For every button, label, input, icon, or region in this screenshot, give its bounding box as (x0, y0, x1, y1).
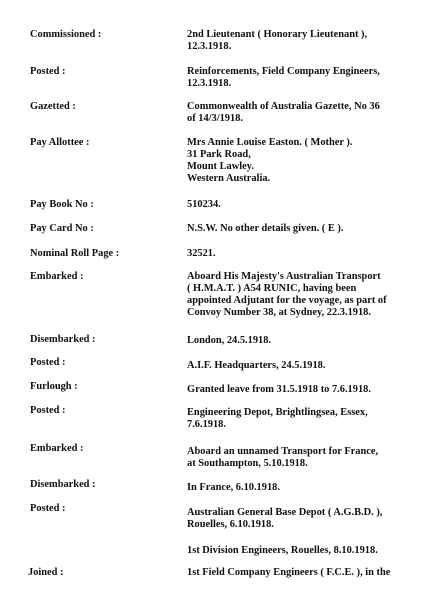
row-label: Embarked : (30, 271, 84, 282)
row-label: Posted : (30, 66, 66, 77)
value-line: 12.3.1918. (187, 78, 232, 89)
row-value (187, 335, 423, 347)
value-line: Australian General Base Depot ( A.G.B.D. ), (187, 507, 383, 518)
value-line: 12.3.1918. (187, 41, 232, 52)
value-line: Aboard His Majesty's Australian Transport (187, 271, 381, 282)
value-line: of 14/3/1918. (187, 113, 243, 124)
value-line: at Southampton, 5.10.1918. (187, 458, 308, 469)
row-value (187, 507, 423, 531)
value-line: ( H.M.A.T. ) A54 RUNIC, having been (187, 283, 357, 294)
value-line: London, 24.5.1918. (187, 335, 272, 346)
value-line: Mount Lawley. (187, 161, 254, 172)
row-label: Posted : (30, 503, 66, 514)
row-value (187, 360, 423, 372)
row-value (187, 384, 423, 396)
value-line: 31 Park Road, (187, 149, 251, 160)
value-line: 7.6.1918. (187, 419, 226, 430)
value-line: N.S.W. No other details given. ( E ). (187, 223, 344, 234)
row-label: Disembarked : (30, 334, 96, 345)
row-label: Pay Card No : (30, 223, 94, 234)
row-value (187, 66, 423, 90)
row-value (187, 271, 423, 319)
row-value (187, 407, 423, 431)
row-label: Joined : (28, 567, 64, 578)
row-label: Pay Book No : (30, 199, 94, 210)
row-value (187, 29, 423, 53)
row-label: Gazetted : (30, 101, 76, 112)
row-value (187, 199, 423, 211)
row-label: Posted : (30, 357, 66, 368)
row-label: Posted : (30, 405, 66, 416)
value-line: Mrs Annie Louise Easton. ( Mother ). (187, 137, 353, 148)
value-line: In France, 6.10.1918. (187, 482, 280, 493)
row-label: Pay Allottee : (30, 137, 90, 148)
row-value (187, 248, 423, 260)
value-line: 1st Field Company Engineers ( F.C.E. ), in the (187, 567, 391, 578)
row-value (187, 482, 423, 494)
row-label: Furlough : (30, 381, 78, 392)
row-label: Embarked : (30, 443, 84, 454)
row-label: Commissioned : (30, 29, 102, 40)
value-line: Engineering Depot, Brightlingsea, Essex, (187, 407, 368, 418)
row-label: Nominal Roll Page : (30, 248, 120, 259)
value-line: 2nd Lieutenant ( Honorary Lieutenant ), (187, 29, 368, 40)
value-line: Reinforcements, Field Company Engineers, (187, 66, 380, 77)
value-line: Commonwealth of Australia Gazette, No 36 (187, 101, 380, 112)
value-line: Granted leave from 31.5.1918 to 7.6.1918. (187, 384, 371, 395)
value-line: Convoy Number 38, at Sydney, 22.3.1918. (187, 307, 371, 318)
row-value (187, 567, 423, 579)
value-line: 1st Division Engineers, Rouelles, 8.10.1918. (187, 545, 378, 556)
value-line: 510234. (187, 199, 221, 210)
value-line: A.I.F. Headquarters, 24.5.1918. (187, 360, 326, 371)
row-value (187, 446, 423, 470)
value-line: 32521. (187, 248, 216, 259)
row-label: Disembarked : (30, 479, 96, 490)
row-value (187, 545, 423, 557)
value-line: Western Australia. (187, 173, 271, 184)
row-value (187, 101, 423, 125)
value-line: appointed Adjutant for the voyage, as part of (187, 295, 387, 306)
row-value (187, 137, 423, 185)
row-value (187, 223, 423, 235)
value-line: Rouelles, 6.10.1918. (187, 519, 274, 530)
value-line: Aboard an unnamed Transport for France, (187, 446, 379, 457)
